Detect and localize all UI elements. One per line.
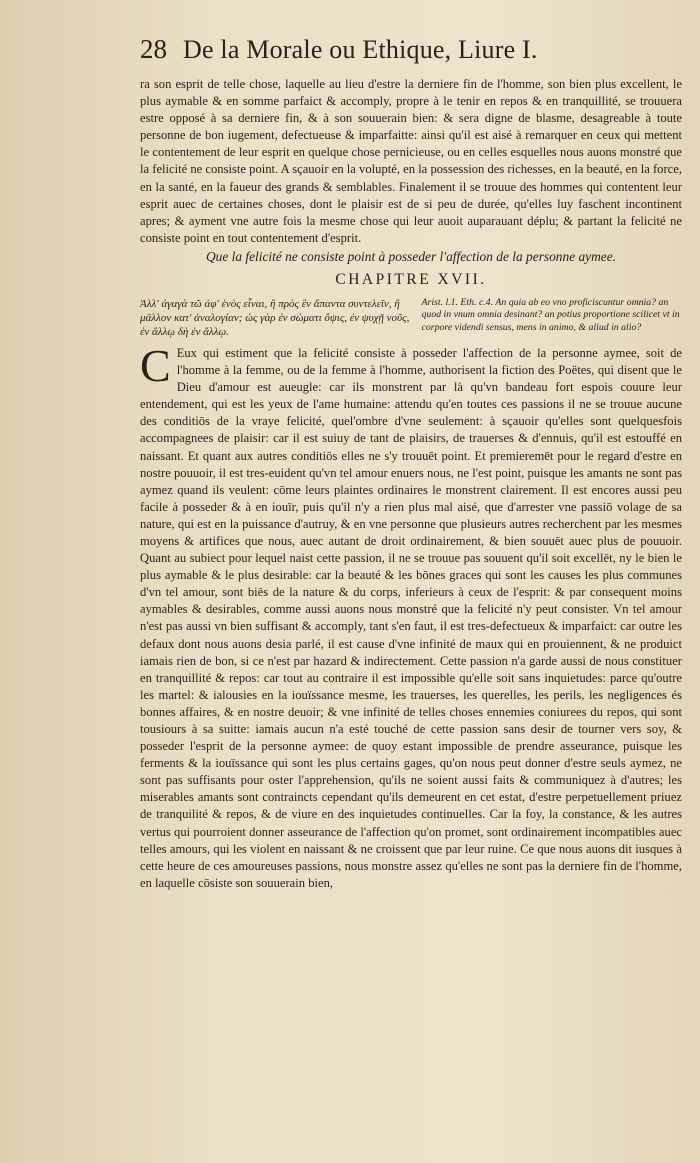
greek-quote: Ἀλλ' ἀγαγὰ τῶ ἀφ' ἑνὸς εἶναι, ἢ πρὸς ἓν ἅπαντα συντελεῖν, ἢ μᾶλλον κατ' ἀναλογίαν; ὡς γὰρ ἐν σώματι ὄψις, ἐν ψυχῇ νοῦς, ἐν ἄλλῳ δὴ ἐν ἄλλῳ.: [140, 297, 410, 338]
intro-paragraph: ra son esprit de telle chose, laquelle au lieu d'estre la derniere fin de l'homme, son bien plus excellent, le plus aymable & en somme parfaict & accomply, propre à le tenir en repos & en tranquillité, se trouuera estre opposé à sa derniere fin, & à son souuerain bien: & sera digne de blasme, desagreable à toute personne de bon iugement, defectueuse & imparfaitte: ainsi qu'il est aisé à remarquer en ceux qui mettent le contentement de leur esprit en quelque chose pernicieuse, ou en celles esquelles nous auons monstré que la felicité ne consiste point. A sçauoir en la volupté, en la possession des richesses, en la beauté, en la force, en la santé, en la faueur des grands & semblables. Finalement il se trouue des hommes qui contentent leur esprit auec de certaines choses, dont le plaisir est de si peu de durée, qu'elles luy faschent incontinent apres; & ayment vne autre fois la mesme chose qui leur auoit auparauant déplu; & partant la felicité ne consiste point en tout contentement d'esprit.: [140, 77, 682, 245]
chapter-body: [140, 339, 682, 892]
drop-cap: C: [140, 339, 171, 391]
chapter-heading: CHAPITRE XVII.: [335, 270, 487, 288]
epigraph-block: [140, 297, 682, 339]
latin-marginal-note: Arist. l.1. Eth. c.4. An quia ab eo vno proficiscuntur omnia? an quod in vnum omnia desinant? an potius proportione scilicet vt in corpore videndi sensus, mens in animo, & aliud in alio?: [421, 296, 680, 333]
running-title: De la Morale ou Ethique, Liure I.: [183, 35, 538, 64]
page-header: [140, 34, 682, 74]
page-number: 28: [140, 34, 167, 64]
chapter-body-text: Eux qui estiment que la felicité consiste à posseder l'affection de la personne aymee, soit de l'homme à la femme, ou de la femme à l'homme, authorisent la fiction des Poëtes, qui disent que le Dieu d'amour est aueugle: car ils monstrent par là qu'vn bandeau fort espois couure leur entendement, qui est les yeux de l'ame humaine: attendu qu'en toutes ces passions il ne se trouue aucune des conditiōs de la vraye felicité, quel'ombre d'vne seulement: à sçauoir qu'elles sont quelquesfois accompagnees de plaisir: car il est suiuy de tant de plaisirs, de trauerses & d'ennuis, qu'il est estouffé en naissant. Et quant aux autres conditiōs elles ne s'y trouuēt point. Et premieremēt pour le regard d'estre en nostre pouuoir, il est tres-euident qu'vn tel amour enuers nous, ne l'est point, puisque les amants ne sont pas aymez quand ils veulent: cōme leurs plaintes ordinaires le monstrent clairement. Il est encores aussi peu facile à posseder & à en iouïr, puis qu'il n'y a rien plus mal aisé, que d'arrester vne passiō volage de sa nature, qui est en la puissance d'autruy, & en vne personne que plusieurs autres recherchent par les mesmes moyens & artifices que nous, auec autant de droit ordinairement, & bien souuēt auec plus de pouuoir. Quant au subiect pour lequel naist cette passion, il ne se trouue pas souuent qu'il soit excellēt, ny le bien le plus aymable & le plus desirable: car la beauté & les bōnes graces qui sont les causes les plus communes d'vn tel amour, sont biēs de la nature & du corps, inferieurs à ceux de l'esprit: & par consequent moins aymables & desirables, comme aussi auons nous monstré que la felicité n'y peut consister. Vn tel amour n'est pas aussi vn bien suffisant & accomply, tant s'en faut, il est tres-defectueux & imparfaict: car outre les defaux dont nous auons desia parlé, il est cause d'vne infinité de maux qui en prouiennent, & ne produict iamais rien de bon, si ce n'est par hazard & indirectement. Cette passion n'a garde aussi de nous constituer en tranquillité & repos: car tout au contraire il est impossible qu'elle soit sans inquietudes: parce qu'outre les martel: & ialousies en la iouïssance mesme, les trauerses, les querelles, les perils, les negligences és bonnes affaires, & en nostre deuoir; & vne infinité de telles choses ennemies coniurees du repos, qui sont tousiours à sa suitte: iamais aucun n'a esté touché de cette passion sans desir de tourner vers soy, & posseder l'esprit de la personne aymee: de quoy estant impossible de prendre asseurance, puisque les ferments & la iouïssance qui sont les plus certains gages, qu'on nous peut donner d'estre seuls aymez, ne sont pas suffisants pour oster l'apprehension, qu'ils ne soient aussi faits & communiquez à d'autres; les miserables amants sont contraincts cependant qu'ils demeurent en cet estat, d'estre perpetuellement priuez de tranquilité & repos, & de viure en des inquietudes continuelles. Car la foy, la constance, & les autres vertus qui pourroient donner asseurance de l'affection qu'on promet, sont ordinairement incompatibles auec telles amours, qui les violent en naissant & ne croissent que par leur ruine. Ce que nous auons dit iusques à cette heure de ces amoureuses passions, nous monstre assez qu'elles ne sont pas la derniere fin de l'homme, en laquelle cōsiste son souuerain bien,: [140, 345, 682, 890]
section-title: Que la felicité ne consiste point à posseder l'affection de la personne aymee.: [205, 248, 617, 264]
